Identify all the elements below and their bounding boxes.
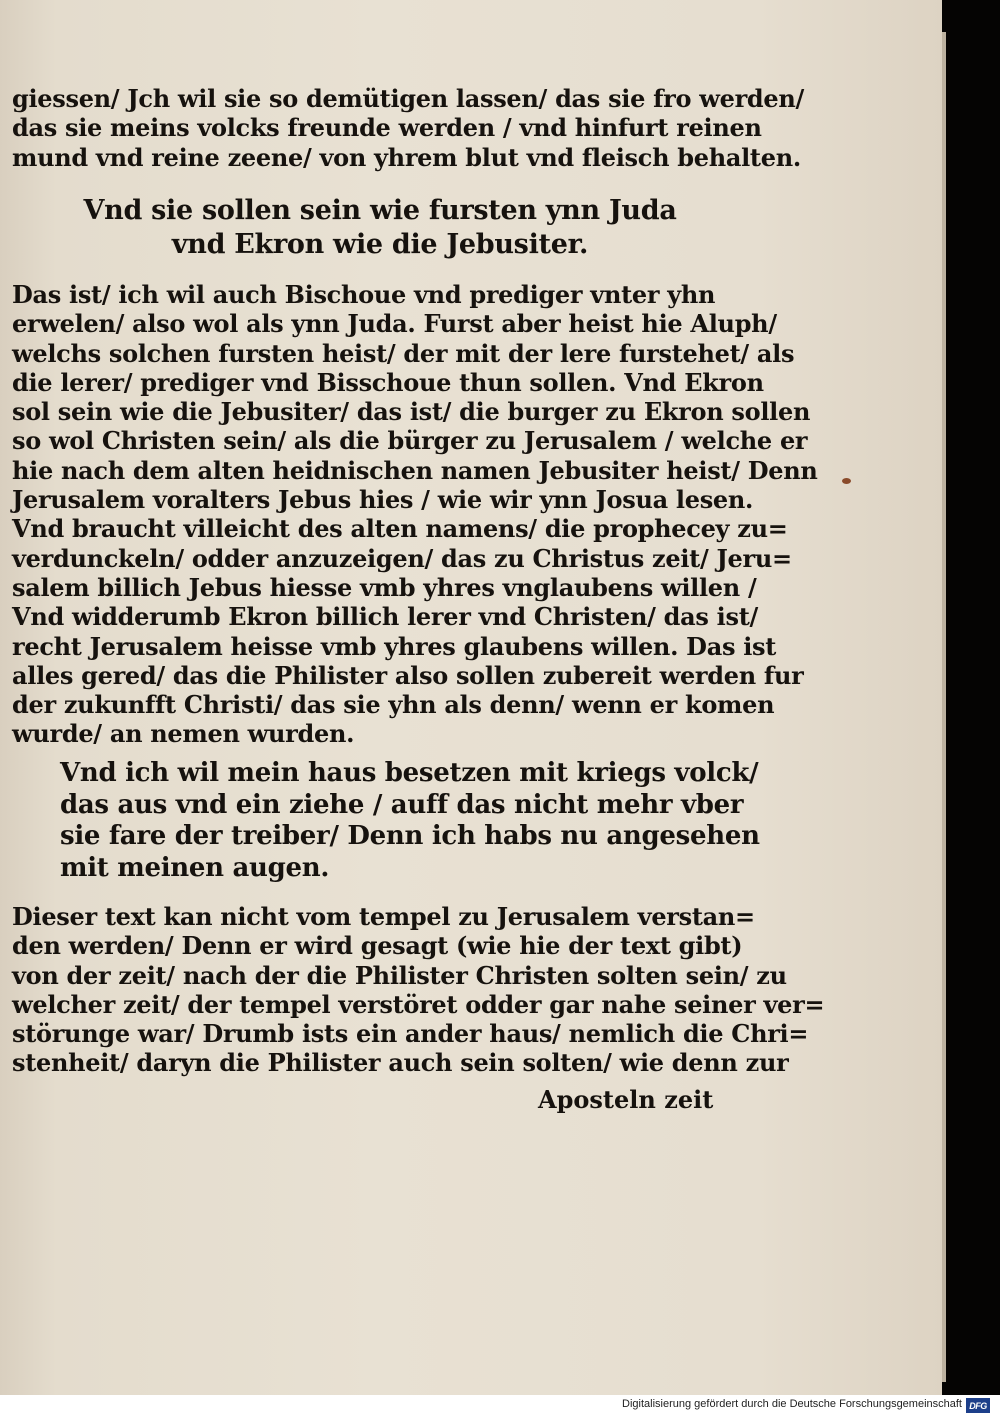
text-line: Jerusalem voralters Jebus hies / wie wir ynn Josua lesen. xyxy=(12,485,754,515)
text-line: Dieser text kan nicht vom tempel zu Jerusalem verstan= xyxy=(12,902,755,931)
text-line: wurde/ an nemen wurden. xyxy=(12,719,355,749)
verse-line: Vnd ich wil mein haus besetzen mit kriegs volck/ xyxy=(60,758,759,788)
verse-line: das aus vnd ein ziehe / auff das nicht mehr vber xyxy=(60,789,744,820)
text-line: welcher zeit/ der tempel verstöret odder gar nahe seiner ver= xyxy=(12,989,825,1019)
text-line: giessen/ Jch wil sie so demütigen lassen/ das sie fro werden/ xyxy=(12,84,804,113)
text-line: die lerer/ prediger vnd Bisschoue thun sollen. Vnd Ekron xyxy=(12,367,764,397)
heading-line: vnd Ekron wie die Jebusiter. xyxy=(171,229,589,260)
footer-bar xyxy=(0,1395,1000,1417)
text-line: der zukunfft Christi/ das sie yhn als denn/ wenn er komen xyxy=(12,690,775,720)
text-line: recht Jerusalem heisse vmb yhres glaubens willen. Das ist xyxy=(12,631,777,661)
text-line: das sie meins volcks freunde werden / vnd hinfurt reinen xyxy=(12,113,762,143)
funding-credit: Digitalisierung gefördert durch die Deutsche Forschungsgemeinschaft xyxy=(622,1398,962,1410)
page-edge xyxy=(942,32,946,1382)
text-line: Vnd widderumb Ekron billich lerer vnd Christen/ das ist/ xyxy=(12,602,758,632)
text-line: verdunckeln/ odder anzuzeigen/ das zu Christus zeit/ Jeru= xyxy=(12,543,792,573)
catchword: Aposteln zeit xyxy=(538,1085,714,1114)
text-line: welchs solchen fursten heist/ der mit der lere furstehet/ als xyxy=(12,338,795,368)
heading-line: Vnd sie sollen sein wie fursten ynn Juda xyxy=(83,195,677,226)
text-line: störunge war/ Drumb ists ein ander haus/ nemlich die Chri= xyxy=(12,1019,809,1049)
text-line: von der zeit/ nach der die Philister Christen solten sein/ zu xyxy=(12,960,787,990)
text-line: alles gered/ das die Philister also sollen zubereit werden fur xyxy=(12,660,804,690)
verse-line: sie fare der treiber/ Denn ich habs nu angesehen xyxy=(60,821,760,851)
text-line: den werden/ Denn er wird gesagt (wie hie der text gibt) xyxy=(12,931,743,961)
ink-stain xyxy=(842,478,851,484)
text-line: Das ist/ ich wil auch Bischoue vnd prediger vnter yhn xyxy=(12,280,716,309)
text-line: mund vnd reine zeene/ von yhrem blut vnd fleisch behalten. xyxy=(12,142,801,172)
verse-line: mit meinen augen. xyxy=(60,852,330,883)
commentary-paragraph-2 xyxy=(12,902,825,1078)
text-line: hie nach dem alten heidnischen namen Jebusiter heist/ Denn xyxy=(12,455,818,485)
text-line: Vnd braucht villeicht des alten namens/ die prophecey zu= xyxy=(12,514,788,544)
commentary-paragraph-1 xyxy=(12,280,818,749)
text-line: so wol Christen sein/ als die bürger zu Jerusalem / welche er xyxy=(12,426,808,456)
text-line: salem billich Jebus hiesse vmb yhres vnglaubens willen / xyxy=(12,572,757,602)
section-heading xyxy=(60,194,700,262)
top-paragraph xyxy=(12,84,804,172)
text-line: erwelen/ also wol als ynn Juda. Furst aber heist hie Aluph/ xyxy=(12,309,777,339)
text-line: sol sein wie die Jebusiter/ das ist/ die burger zu Ekron sollen xyxy=(12,397,811,427)
text-line: stenheit/ daryn die Philister auch sein solten/ wie denn zur xyxy=(12,1048,789,1078)
scripture-verse xyxy=(60,758,760,884)
dfg-logo-icon: DFG xyxy=(966,1398,990,1413)
